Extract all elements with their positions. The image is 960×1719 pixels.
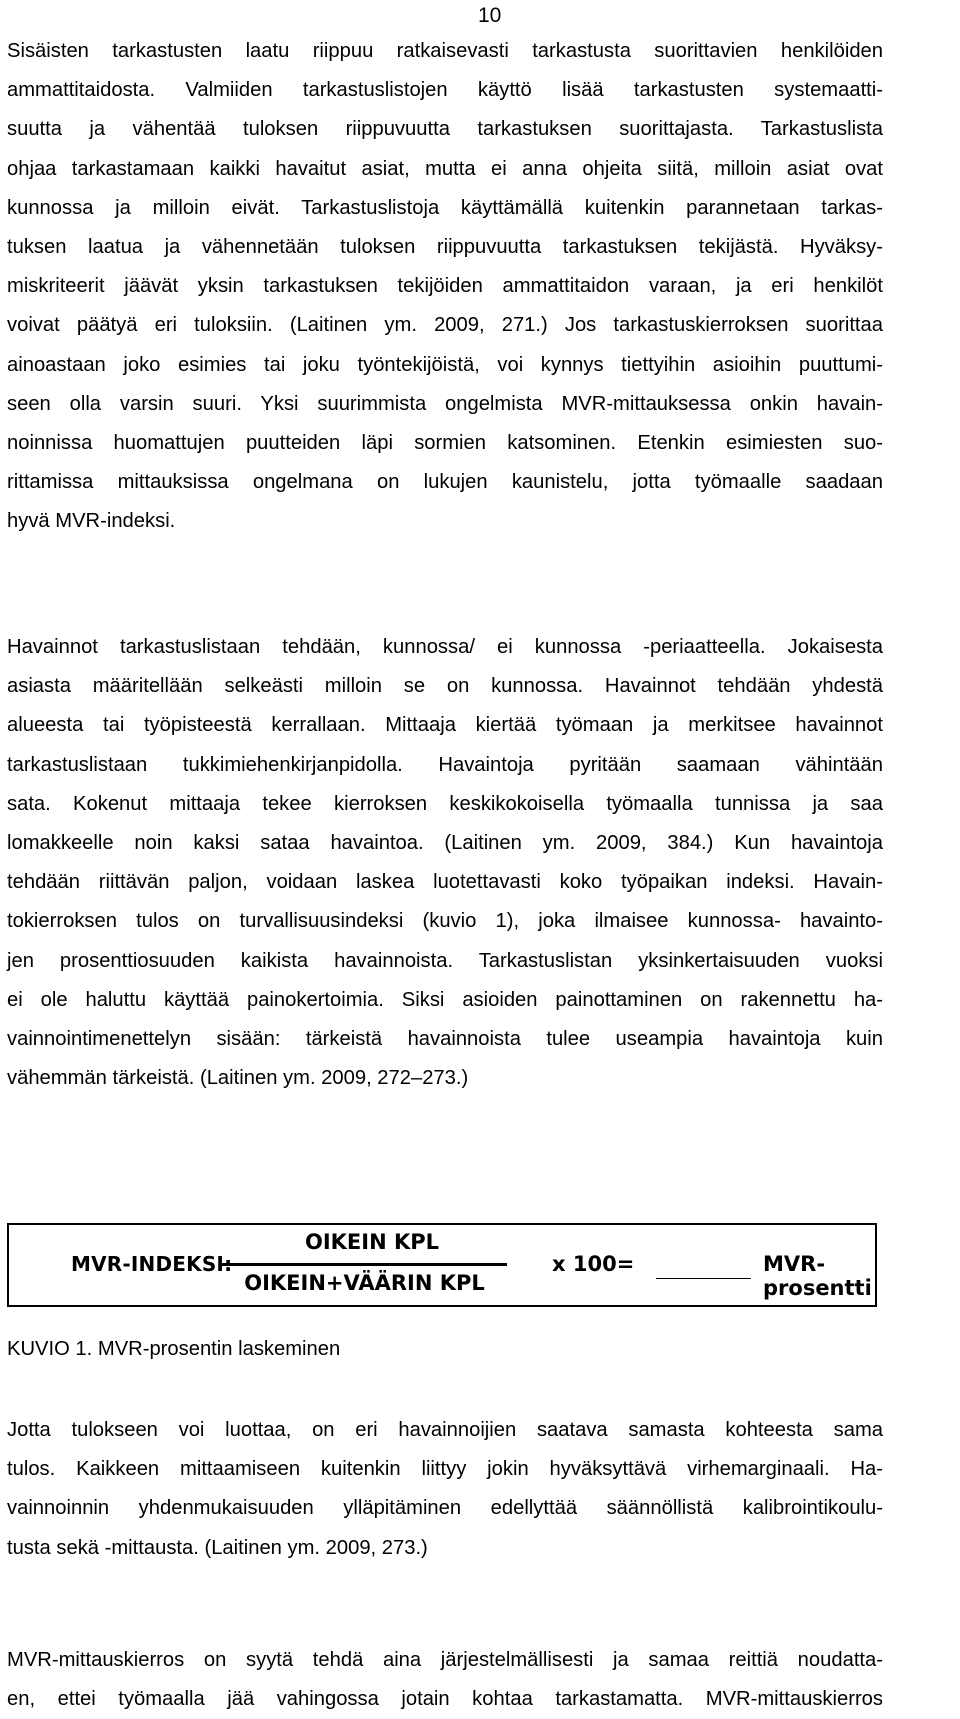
text-line: ainoastaan joko esimies tai joku työntekijöistä, voi kynnys tiettyihin asioihin puuttumi- — [7, 353, 883, 376]
text-line: MVR-mittauskierros on syytä tehdä aina järjestelmällisesti ja samaa reittiä noudatta- — [7, 1649, 883, 1671]
text-line: ammattitaidosta. Valmiiden tarkastuslistojen käyttö lisää tarkastusten systemaatti- — [7, 79, 883, 102]
text-line: tuksen laatua ja vähennetään tuloksen riippuvuutta tarkastuksen tekijästä. Hyväksy- — [7, 236, 883, 259]
text-line: Sisäisten tarkastusten laatu riippuu ratkaisevasti tarkastusta suorittavien henkilöiden — [7, 40, 883, 62]
fraction-bar — [222, 1263, 507, 1266]
text-line: tarkastuslistaan tukkimiehenkirjanpidolla. Havaintoja pyritään saamaan vähintään — [7, 753, 883, 776]
text-line: voivat päätyä eri tuloksiin. (Laitinen ym. 2009, 271.) Jos tarkastuskierroksen suorittaa — [7, 314, 883, 337]
text-line: vainnointimenettelyn sisään: tärkeistä havainnoista tulee useampia havaintoja kuin — [7, 1028, 883, 1051]
formula-denominator: OIKEIN+VÄÄRIN KPL — [244, 1271, 485, 1295]
text-line: tokierroksen tulos on turvallisuusindeksi (kuvio 1), joka ilmaisee kunnossa- havainto- — [7, 910, 883, 933]
text-line: vainnoinnin yhdenmukaisuuden ylläpitäminen edellyttää säännöllistä kalibrointikoulu- — [7, 1497, 883, 1520]
text-line: tusta sekä -mittausta. (Laitinen ym. 2009, 273.) — [7, 1536, 428, 1559]
formula-label: MVR-INDEKSI: — [71, 1252, 233, 1276]
text-line: hyvä MVR-indeksi. — [7, 510, 176, 533]
text-line: tulos. Kaikkeen mittaamiseen kuitenkin liittyy jokin hyväksyttävä virhemarginaali. Ha- — [7, 1458, 883, 1481]
text-line: seen olla varsin suuri. Yksi suurimmista ongelmista MVR-mittauksessa onkin havain- — [7, 392, 883, 415]
text-line: jen prosenttiosuuden kaikista havainnoista. Tarkastuslistan yksinkertaisuuden vuoksi — [7, 949, 883, 972]
body-paragraph — [7, 32, 883, 542]
body-paragraph — [7, 1411, 883, 1568]
text-line: ohjaa tarkastamaan kaikki havaitut asiat, mutta ei anna ohjeita siitä, milloin asiat ovat — [7, 157, 883, 180]
mvr-formula-figure — [7, 1223, 877, 1307]
result-blank-line — [656, 1278, 751, 1279]
text-line: rittamissa mittauksissa ongelmana on lukujen kaunistelu, jotta työmaalle saadaan — [7, 471, 883, 494]
body-paragraph — [7, 1641, 883, 1719]
formula-result: MVR-prosentti — [763, 1252, 872, 1300]
body-paragraph — [7, 628, 883, 1098]
text-line: kunnossa ja milloin eivät. Tarkastuslistoja käyttämällä kuitenkin parannetaan tarkas- — [7, 196, 883, 219]
text-line: vähemmän tärkeistä. (Laitinen ym. 2009, 272–273.) — [7, 1067, 469, 1090]
text-line: alueesta tai työpisteestä kerrallaan. Mittaaja kiertää työmaan ja merkitsee havainnot — [7, 714, 883, 737]
text-line: ei ole haluttu käyttää painokertoimia. Siksi asioiden painottaminen on rakennettu ha- — [7, 988, 883, 1011]
text-line: miskriteerit jäävät yksin tarkastuksen tekijöiden ammattitaidon varaan, ja eri henkilöt — [7, 275, 883, 298]
page-number: 10 — [478, 4, 502, 27]
text-line: asiasta määritellään selkeästi milloin se on kunnossa. Havainnot tehdään yhdestä — [7, 675, 883, 698]
text-line: tehdään riittävän paljon, voidaan laskea luotettavasti koko työpaikan indeksi. Havain- — [7, 871, 883, 894]
formula-multiplier: x 100= — [552, 1252, 635, 1276]
text-line: Jotta tulokseen voi luottaa, on eri havainnoijien saatava samasta kohteesta sama — [7, 1419, 883, 1441]
text-line: noinnissa huomattujen puutteiden läpi sormien katsominen. Etenkin esimiesten suo- — [7, 432, 883, 455]
text-line: lomakkeelle noin kaksi sataa havaintoa. (Laitinen ym. 2009, 384.) Kun havaintoja — [7, 832, 883, 855]
text-line: en, ettei työmaalla jää vahingossa jotain kohtaa tarkastamatta. MVR-mittauskierros — [7, 1688, 883, 1711]
text-line: suutta ja vähentää tuloksen riippuvuutta tarkastuksen suorittajasta. Tarkastuslista — [7, 118, 883, 141]
text-line: Havainnot tarkastuslistaan tehdään, kunnossa/ ei kunnossa -periaatteella. Jokaisesta — [7, 636, 883, 658]
formula-numerator: OIKEIN KPL — [304, 1230, 440, 1254]
text-line: sata. Kokenut mittaaja tekee kierroksen keskikokoisella työmaalla tunnissa ja saa — [7, 792, 883, 815]
figure-caption: KUVIO 1. MVR-prosentin laskeminen — [7, 1338, 341, 1360]
